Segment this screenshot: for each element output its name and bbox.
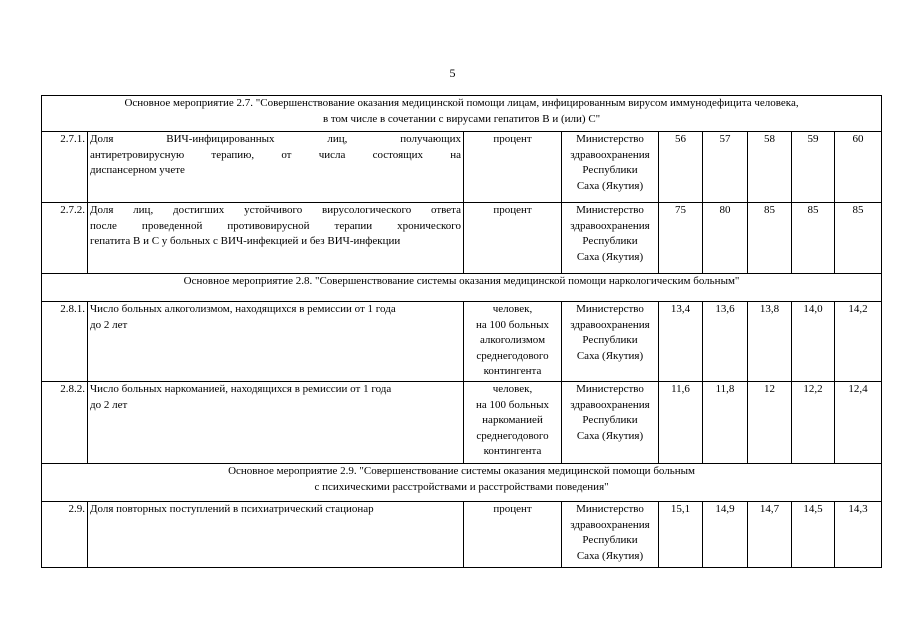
unit-line: процент [493, 204, 532, 216]
agency-line: Саха (Якутия) [576, 549, 644, 562]
agency-line: Саха (Якутия) [576, 250, 644, 263]
value-cell: 58 [748, 132, 792, 203]
value-cell: 12,2 [792, 382, 835, 464]
value-cell: 56 [659, 132, 703, 203]
indicators-table [41, 95, 882, 568]
value-cell: 11,6 [659, 382, 703, 464]
unit-line: процент [493, 503, 532, 515]
value-cell: 85 [748, 203, 792, 274]
section-title [42, 274, 882, 302]
unit-line: контингента [483, 365, 542, 377]
value-cell: 14,7 [748, 502, 792, 568]
desc-line: Число больных алкоголизмом, находящихся в ремиссии от 1 года [90, 303, 396, 315]
table-row [42, 203, 882, 274]
section-title-line: Основное мероприятие 2.8. "Совершенствование системы оказания медицинской помощи наркологическим больным" [183, 275, 740, 287]
agency-line: Министерство [576, 204, 644, 216]
agency-cell [562, 203, 659, 274]
agency-line: Министерство [576, 383, 644, 395]
row-number: 2.7.1. [42, 132, 88, 203]
value-cell: 57 [703, 132, 748, 203]
section-heading-row [42, 464, 882, 502]
value-cell: 14,5 [792, 502, 835, 568]
value-cell: 80 [703, 203, 748, 274]
section-title-line: Основное мероприятие 2.7. "Совершенствование оказания медицинской помощи лицам, инфицированным вирусом иммунодефицита человека, [124, 97, 799, 109]
agency-line: Республики [582, 414, 638, 426]
unit-line: среднегодового [476, 349, 549, 362]
unit-cell [464, 502, 562, 568]
agency-line: Саха (Якутия) [576, 179, 644, 192]
section-title-line: в том числе в сочетании с вирусами гепатитов В и (или) С" [322, 112, 601, 125]
unit-line: на 100 больных [475, 318, 549, 331]
agency-cell [562, 302, 659, 382]
table-row [42, 382, 882, 464]
agency-cell [562, 502, 659, 568]
value-cell: 13,8 [748, 302, 792, 382]
value-cell: 14,9 [703, 502, 748, 568]
indicator-description [88, 302, 464, 382]
value-cell: 15,1 [659, 502, 703, 568]
agency-cell [562, 132, 659, 203]
value-cell: 13,4 [659, 302, 703, 382]
unit-line: наркоманией [482, 414, 543, 426]
unit-line: процент [493, 133, 532, 145]
agency-line: здравоохранения [570, 148, 650, 161]
desc-line: Число больных наркоманией, находящихся в ремиссии от 1 года [90, 383, 392, 395]
unit-cell [464, 382, 562, 464]
agency-line: здравоохранения [570, 398, 650, 411]
value-cell: 13,6 [703, 302, 748, 382]
unit-line: среднегодового [476, 429, 549, 442]
value-cell: 11,8 [703, 382, 748, 464]
table-row [42, 302, 882, 382]
section-title-line: Основное мероприятие 2.9. "Совершенствование системы оказания медицинской помощи больным [228, 465, 696, 477]
value-cell: 14,2 [835, 302, 882, 382]
unit-line: на 100 больных [475, 398, 549, 411]
section-title [42, 96, 882, 132]
unit-cell [464, 302, 562, 382]
desc-line: до 2 лет [90, 318, 128, 331]
agency-line: Министерство [576, 133, 644, 145]
unit-line: контингента [483, 445, 542, 457]
section-title-line: с психическими расстройствами и расстройствами поведения" [314, 480, 609, 493]
desc-line: антиретровирусную терапию, от числа состоящих на [90, 148, 461, 161]
agency-line: Саха (Якутия) [576, 349, 644, 362]
section-heading-row [42, 274, 882, 302]
value-cell: 12,4 [835, 382, 882, 464]
row-number: 2.7.2. [42, 203, 88, 274]
indicator-description [88, 502, 464, 568]
agency-line: Республики [582, 334, 638, 346]
table-row [42, 132, 882, 203]
value-cell: 60 [835, 132, 882, 203]
desc-line: Доля повторных поступлений в психиатрический стационар [90, 503, 374, 515]
desc-line: диспансерном учете [90, 164, 185, 176]
value-cell: 12 [748, 382, 792, 464]
desc-line: Доля ВИЧ-инфицированных лиц, получающих [90, 133, 461, 145]
agency-line: Республики [582, 534, 638, 546]
agency-line: Республики [582, 164, 638, 176]
row-number: 2.8.1. [42, 302, 88, 382]
indicator-description [88, 203, 464, 274]
agency-line: Саха (Якутия) [576, 429, 644, 442]
indicator-description [88, 382, 464, 464]
value-cell: 59 [792, 132, 835, 203]
agency-line: Министерство [576, 303, 644, 315]
agency-line: Министерство [576, 503, 644, 515]
section-title [42, 464, 882, 502]
desc-line: гепатита В и С у больных с ВИЧ-инфекцией и без ВИЧ-инфекции [90, 235, 401, 247]
agency-line: здравоохранения [570, 318, 650, 331]
unit-line: человек, [492, 303, 533, 315]
unit-cell [464, 132, 562, 203]
unit-line: человек, [492, 383, 533, 395]
desc-line: после проведенной противовирусной терапии хронического [90, 219, 461, 232]
unit-line: алкоголизмом [479, 334, 546, 346]
row-number: 2.9. [42, 502, 88, 568]
table-row [42, 502, 882, 568]
unit-cell [464, 203, 562, 274]
desc-line: до 2 лет [90, 398, 128, 411]
agency-line: здравоохранения [570, 219, 650, 232]
value-cell: 85 [835, 203, 882, 274]
row-number: 2.8.2. [42, 382, 88, 464]
value-cell: 85 [792, 203, 835, 274]
agency-cell [562, 382, 659, 464]
value-cell: 14,3 [835, 502, 882, 568]
page-number: 5 [449, 66, 456, 80]
desc-line: Доля лиц, достигших устойчивого вирусологического ответа [90, 204, 461, 216]
section-heading-row [42, 96, 882, 132]
indicator-description [88, 132, 464, 203]
agency-line: здравоохранения [570, 518, 650, 531]
value-cell: 14,0 [792, 302, 835, 382]
value-cell: 75 [659, 203, 703, 274]
agency-line: Республики [582, 235, 638, 247]
